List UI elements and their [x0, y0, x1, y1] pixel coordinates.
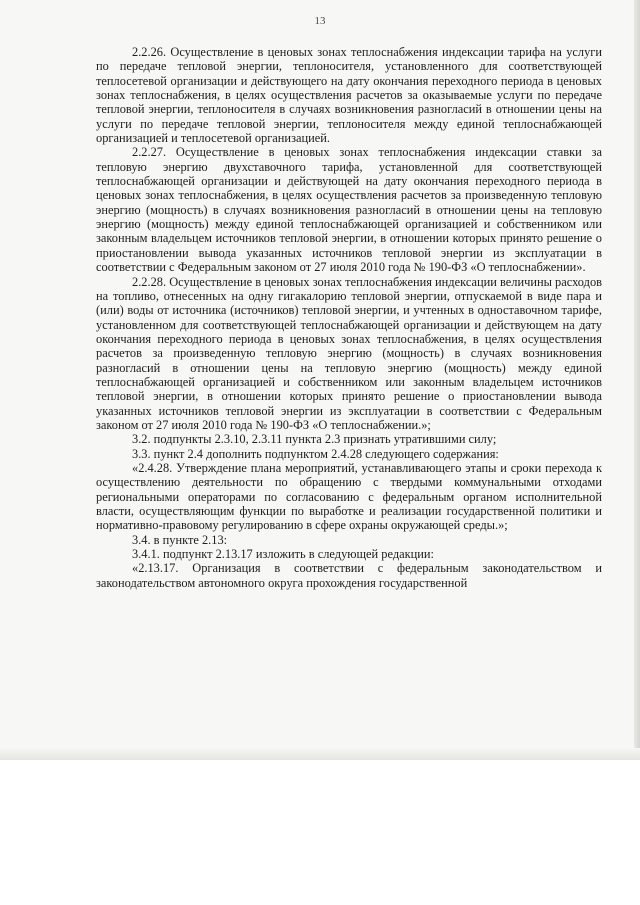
- paragraph-3-4-1: 3.4.1. подпункт 2.13.17 изложить в следующей редакции:: [132, 547, 434, 562]
- page-number: 13: [314, 15, 326, 27]
- page-edge-shadow: [634, 0, 640, 760]
- paragraph-2-4-28: «2.4.28. Утверждение плана мероприятий, устанавливающего этапы и сроки перехода к осуществлению деятельности по обращению с твердыми коммунальными отходами региональными операторами по согласованию с федеральным органом исполнительной власти, осуществляющим функции по выработке и реализации государственной политики и нормативно-правовому регулированию в сфере охраны окружающей среды.»;: [96, 460, 602, 533]
- page-bottom-shadow: [0, 748, 640, 760]
- paragraph-2-2-27: 2.2.27. Осуществление в ценовых зонах теплоснабжения индексации ставки за тепловую энергию двухставочного тарифа, установленной для соответствующей теплоснабжающей организации и действующей на дату окончания переходного периода в ценовых зонах теплоснабжения, в целях осуществления расчетов за произведенную тепловую энергию (мощность) в случаях возникновения разногласий в отношении цены на тепловую энергию (мощность) между единой теплоснабжающей организацией и собственником или законным владельцем источников тепловой энергии, в отношении которых принято решение о приостановлении вывода указанных источников тепловой энергии из эксплуатации в соответствии с Федеральным законом от 27 июля 2010 года № 190-ФЗ «О теплоснабжении».: [96, 145, 602, 275]
- paragraph-3-3: 3.3. пункт 2.4 дополнить подпунктом 2.4.28 следующего содержания:: [132, 446, 499, 461]
- paragraph-3-2: 3.2. подпункты 2.3.10, 2.3.11 пункта 2.3 признать утратившими силу;: [132, 432, 497, 447]
- paragraph-2-2-28: 2.2.28. Осуществление в ценовых зонах теплоснабжения индексации величины расходов на топливо, отнесенных на одну гигакалорию тепловой энергии, отпускаемой в виде пара и (или) воды от источника (источников) тепловой энергии, и учтенных в одноставочном тарифе, установленном для соответствующей теплоснабжающей организации и действующем на дату окончания переходного периода в ценовых зонах теплоснабжения, в целях осуществления расчетов за произведенную тепловую энергию (мощность) в случаях возникновения разногласий в отношении цены на тепловую энергию (мощность) между единой теплоснабжающей организацией и собственником или законным владельцем источников тепловой энергии, в отношении которых принято решение о приостановлении вывода указанных источников тепловой энергии из эксплуатации в соответствии с Федеральным законом от 27 июля 2010 года № 190-ФЗ «О теплоснабжении.»;: [96, 274, 602, 432]
- paragraph-3-4: 3.4. в пункте 2.13:: [132, 532, 228, 547]
- document-body: [96, 45, 602, 590]
- paragraph-2-2-26: 2.2.26. Осуществление в ценовых зонах теплоснабжения индексации тарифа на услуги по передаче тепловой энергии, теплоносителя, установленного для соответствующей теплосетевой организации и действующего на дату окончания переходного периода в ценовых зонах теплоснабжения, в целях осуществления расчетов за оказываемые услуги по передаче тепловой энергии, теплоносителя в случаях возникновения разногласий в отношении цены на услуги по передаче тепловой энергии, теплоносителя между единой теплоснабжающей организацией и теплосетевой организацией.: [96, 45, 602, 146]
- paragraph-2-13-17: «2.13.17. Организация в соответствии с федеральным законодательством и законодательством автономного округа прохождения государственной: [96, 561, 602, 590]
